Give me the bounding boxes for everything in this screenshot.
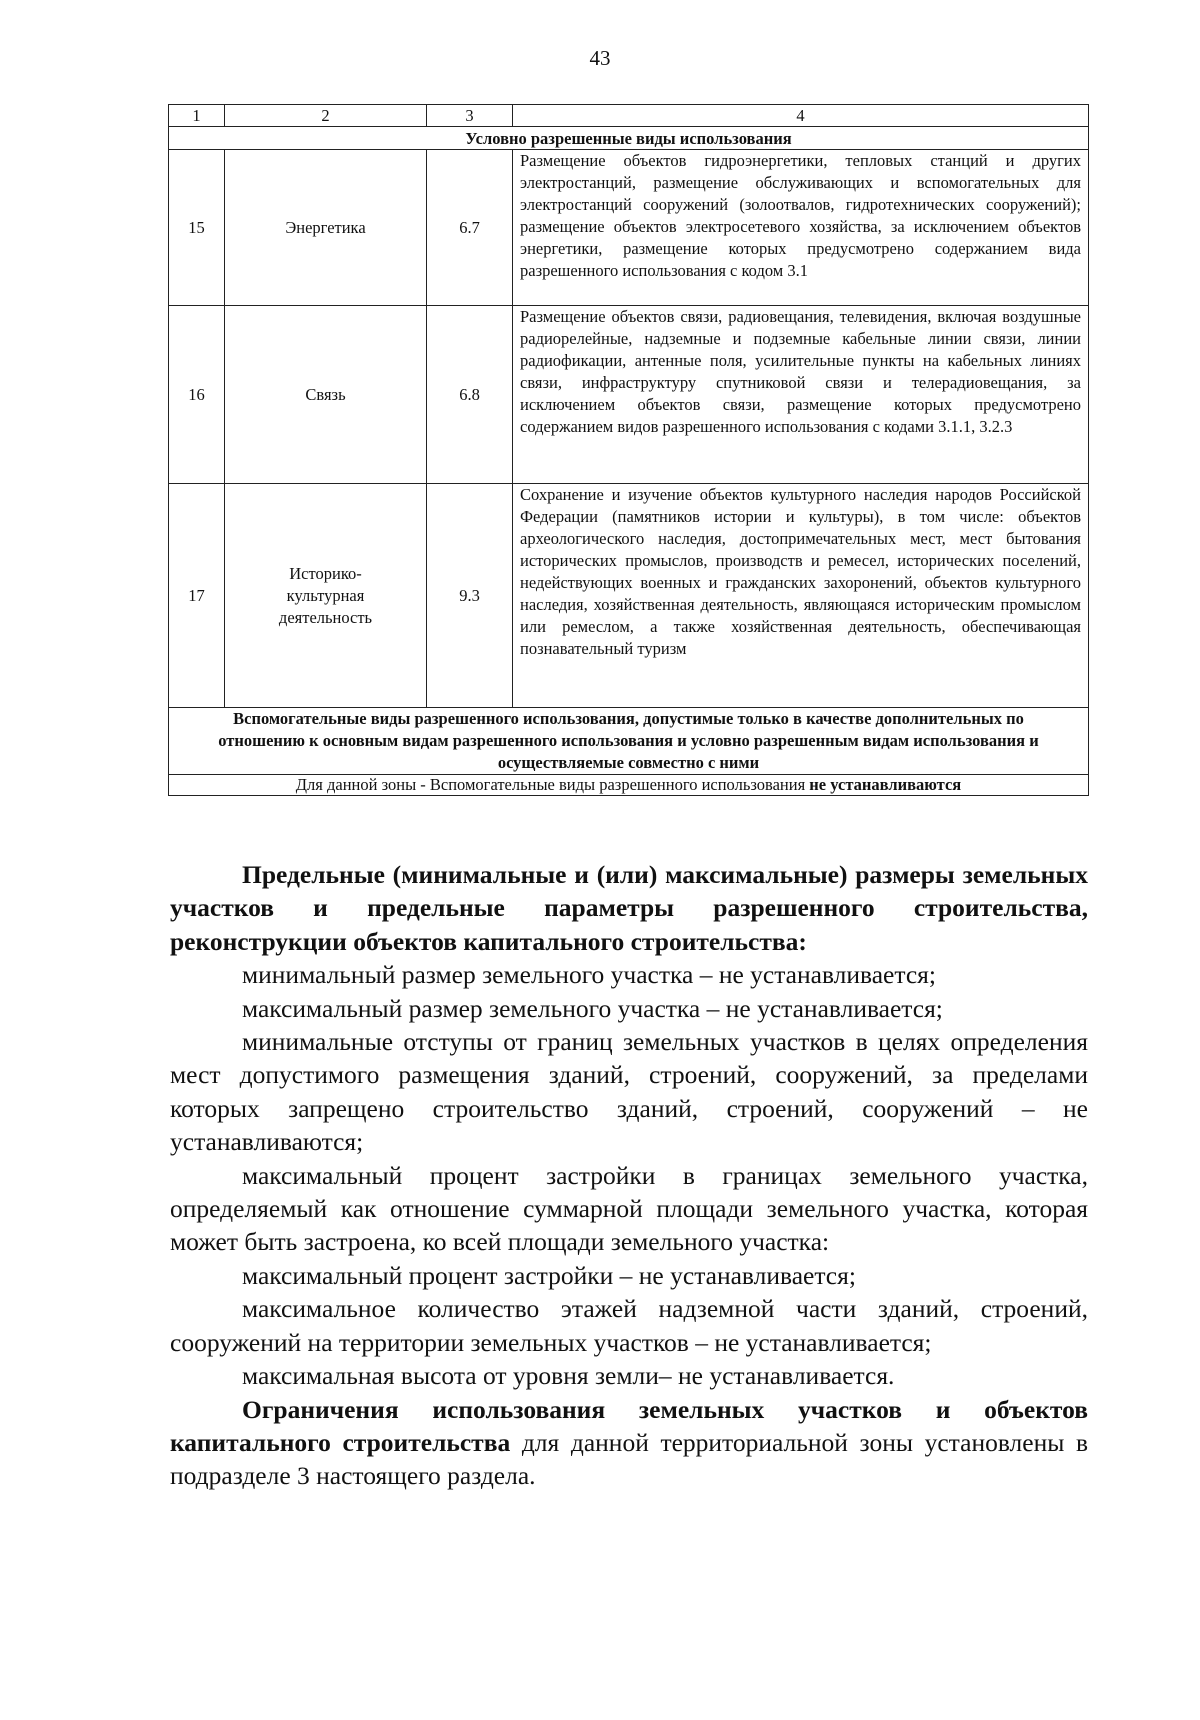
conditional-section-title: Условно разрешенные виды использования <box>169 127 1089 150</box>
params-heading: Предельные (минимальные и (или) максимальные) размеры земельных участков и предельные параметры разрешенного строительства, реконструкции объектов капитального строительства: <box>170 860 1088 956</box>
table-row <box>169 484 1089 708</box>
table-row <box>169 306 1089 484</box>
row-number: 16 <box>169 306 225 484</box>
use-type-description: Сохранение и изучение объектов культурного наследия народов Российской Федерации (памятников истории и культуры), в том числе: объектов археологического наследия, достопримечательных мест, мест бытования исторических промыслов, производств и ремесел, исторических поселений, недействующих военных и гражданских захоронений, объектов культурного наследия, хозяйственная деятельность, являющаяся историческим промыслом или ремеслом, а также хозяйственная деятельность, обеспечивающая познавательный туризм <box>513 484 1089 708</box>
header-col-2: 2 <box>225 105 427 127</box>
conditional-section-row <box>169 127 1089 150</box>
row-number: 15 <box>169 150 225 306</box>
max-coverage: максимальный процент застройки – не устанавливается; <box>242 1260 856 1290</box>
use-type-name: Энергетика <box>225 150 427 306</box>
auxiliary-note <box>169 775 1089 796</box>
auxiliary-section-title: Вспомогательные виды разрешенного использования, допустимые только в качестве дополнительных по отношению к основным видам разрешенного использования и условно разрешенным видам использования и осуществляемые совместно с ними <box>169 708 1089 775</box>
table-row <box>169 150 1089 306</box>
max-floors: максимальное количество этажей надземной части зданий, строений, сооружений на территории земельных участков – не устанавливается; <box>170 1294 1088 1357</box>
land-use-table-container <box>168 104 1088 796</box>
max-coverage-definition: максимальный процент застройки в границах земельного участка, определяемый как отношение суммарной площади земельного участка, которая может быть застроена, ко всей площади земельного участка: <box>170 1160 1088 1257</box>
table-header-row <box>169 105 1089 127</box>
use-type-name: Связь <box>225 306 427 484</box>
land-use-table <box>168 104 1089 796</box>
page-number: 43 <box>589 46 611 70</box>
use-type-code: 9.3 <box>427 484 513 708</box>
auxiliary-section-row <box>169 708 1089 775</box>
restrictions-rest: для данной территориальной зоны установлены в подразделе 3 настоящего раздела. <box>170 1427 1089 1491</box>
auxiliary-note-emphasis: не устанавливаются <box>809 775 962 794</box>
auxiliary-note-row <box>169 775 1089 796</box>
auxiliary-note-text: Для данной зоны - Вспомогательные виды разрешенного использования <box>295 775 810 794</box>
max-plot-size: максимальный размер земельного участка – не устанавливается; <box>242 993 943 1023</box>
restrictions-paragraph <box>170 1393 1088 1493</box>
use-type-code: 6.7 <box>427 150 513 306</box>
use-type-description: Размещение объектов гидроэнергетики, тепловых станций и других электростанций, размещение обслуживающих и вспомогательных для электростанций сооружений (золоотвалов, гидротехнических сооружений); размещение объектов электросетевого хозяйства, за исключением объектов энергетики, размещение которых предусмотрено содержанием вида разрешенного использования с кодом 3.1 <box>513 150 1089 306</box>
restrictions-bold: Ограничения использования земельных участков и объектов капитального строительства <box>170 1394 1088 1457</box>
min-setbacks: минимальные отступы от границ земельных участков в целях определения мест допустимого размещения зданий, строений, сооружений, за пределами которых запрещено строительство зданий, строений, сооружений – не устанавливаются; <box>170 1027 1088 1157</box>
row-number: 17 <box>169 484 225 708</box>
header-col-3: 3 <box>427 105 513 127</box>
use-type-code: 6.8 <box>427 306 513 484</box>
document-body <box>170 858 1088 1493</box>
header-col-1: 1 <box>169 105 225 127</box>
use-type-description: Размещение объектов связи, радиовещания, телевидения, включая воздушные радиорелейные, надземные и подземные кабельные линии связи, линии радиофикации, антенные поля, усилительные пункты на кабельных линиях связи, инфраструктуру спутниковой связи и телерадиовещания, за исключением объектов связи, размещение которых предусмотрено содержанием видов разрешенного использования с кодами 3.1.1, 3.2.3 <box>513 306 1089 484</box>
use-type-name: Историко-культурная деятельность <box>225 484 427 708</box>
header-col-4: 4 <box>513 105 1089 127</box>
max-height: максимальная высота от уровня земли– не устанавливается. <box>242 1361 895 1391</box>
min-plot-size: минимальный размер земельного участка – не устанавливается; <box>242 960 936 990</box>
